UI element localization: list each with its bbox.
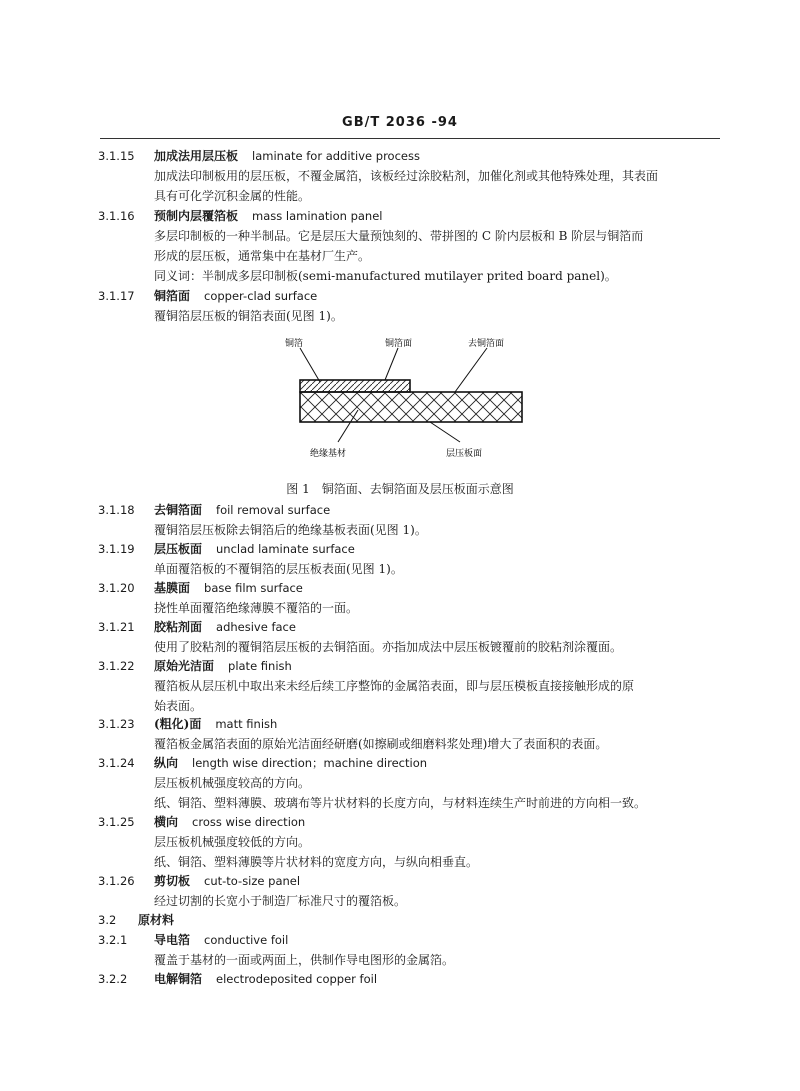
entry-number: 3.1.23	[98, 717, 135, 731]
page-header: GB/T 2036 -94	[342, 115, 458, 130]
definition-line: 具有可化学沉积金属的性能。	[154, 189, 311, 203]
entry-3-1-22	[98, 656, 728, 716]
entry-3-1-15	[98, 146, 728, 206]
entry-3-1-18	[98, 500, 728, 540]
term-cn: 预制内层覆箔板	[154, 209, 239, 223]
term-cn: 去铜箔面	[154, 503, 203, 517]
term-en: base film surface	[204, 581, 303, 595]
entry-3-1-16	[98, 206, 728, 286]
definition-line: 使用了胶粘剂的覆铜箔层压板的去铜箔面。亦指加成法中层压板镀覆前的胶粘剂涂覆面。	[154, 640, 623, 654]
definition-line: 层压板机械强度较高的方向。	[154, 776, 311, 790]
term-cn: 剪切板	[154, 874, 191, 888]
entry-3-1-26	[98, 871, 728, 911]
entry-number: 3.1.25	[98, 815, 135, 829]
term-en: cut-to-size panel	[204, 874, 301, 888]
entry-3-2-2	[98, 969, 728, 989]
entry-number: 3.1.20	[98, 581, 135, 595]
term-en: matt finish	[215, 717, 278, 731]
term-en: adhesive face	[216, 620, 296, 634]
definition-line: 覆铜箔层压板除去铜箔后的绝缘基板表面(见图 1)。	[154, 523, 427, 537]
term-cn: 胶粘剂面	[154, 620, 203, 634]
substrate-layer	[300, 392, 522, 422]
definition-line: 同义词：半制成多层印制板(semi-manufactured mutilayer prited board panel)。	[154, 269, 617, 283]
definition-line: 单面覆箔板的不覆铜箔的层压板表面(见图 1)。	[154, 562, 403, 576]
term-cn: 加成法用层压板	[154, 149, 239, 163]
definition-line: 加成法印制板用的层压板，不覆金属箔，该板经过涂胶粘剂，加催化剂或其他特殊处理，其表面	[154, 169, 659, 183]
term-en: cross wise direction	[192, 815, 306, 829]
term-en: mass lamination panel	[252, 209, 383, 223]
term-en: electrodeposited copper foil	[216, 972, 378, 986]
term-en: plate finish	[228, 659, 292, 673]
copper-foil-layer	[300, 380, 410, 392]
label-substrate: 绝缘基材	[310, 449, 347, 459]
label-copper-foil: 铜箔	[285, 339, 304, 349]
definition-line: 挠性单面覆箔绝缘薄膜不覆箔的一面。	[154, 601, 359, 615]
entry-number: 3.1.16	[98, 209, 135, 223]
entry-number: 3.1.26	[98, 874, 135, 888]
entry-3-1-24	[98, 753, 728, 813]
entry-number: 3.1.17	[98, 289, 135, 303]
definition-line: 始表面。	[154, 699, 203, 713]
label-laminate-surface: 层压板面	[446, 449, 483, 459]
entry-3-1-25	[98, 812, 728, 872]
term-cn: 纵向	[154, 756, 179, 770]
entry-number: 3.1.15	[98, 149, 135, 163]
entry-3-1-20	[98, 578, 728, 618]
term-en: copper-clad surface	[204, 289, 318, 303]
figure-1-diagram	[0, 330, 800, 490]
term-cn: 铜箔面	[154, 289, 191, 303]
term-en: unclad laminate surface	[216, 542, 355, 556]
entry-number: 3.2.1	[98, 933, 128, 947]
term-cn: 导电箔	[154, 933, 191, 947]
term-cn: (粗化)面	[154, 717, 202, 731]
figure-caption: 图 1 铜箔面、去铜箔面及层压板面示意图	[286, 482, 514, 496]
definition-line: 覆铜箔层压板的铜箔表面(见图 1)。	[154, 309, 343, 323]
definition-line: 覆箔板金属箔表面的原始光洁面经研磨(如擦刷或细磨料浆处理)增大了表面积的表面。	[154, 737, 608, 751]
term-en: foil removal surface	[216, 503, 331, 517]
term-en: laminate for additive process	[252, 149, 420, 163]
definition-line: 覆箔板从层压机中取出来未经后续工序整饰的金属箔表面，即与层压模板直接接触形成的原	[154, 679, 635, 693]
label-removed-surface: 去铜箔面	[468, 339, 505, 349]
definition-line: 覆盖于基材的一面或两面上，供制作导电图形的金属箔。	[154, 953, 455, 967]
term-cn: 层压板面	[154, 542, 203, 556]
entry-3-1-19	[98, 539, 728, 579]
section-title: 原材料	[138, 913, 175, 927]
term-en: length wise direction；machine direction	[192, 756, 428, 770]
definition-line: 纸、铜箔、塑料薄膜等片状材料的宽度方向，与纵向相垂直。	[154, 855, 479, 869]
entry-number: 3.1.19	[98, 542, 135, 556]
definition-line: 形成的层压板，通常集中在基材厂生产。	[154, 249, 371, 263]
definition-line: 层压板机械强度较低的方向。	[154, 835, 311, 849]
entry-3-1-21	[98, 617, 728, 657]
definition-line: 多层印制板的一种半制品。它是层压大量预蚀刻的、带拼图的 C 阶内层板和 B 阶层与铜箔而	[154, 229, 644, 243]
entry-3-2-1	[98, 930, 728, 970]
entry-3-1-17	[98, 286, 728, 326]
entry-number: 3.1.18	[98, 503, 135, 517]
entry-number: 3.2.2	[98, 972, 128, 986]
entry-number: 3.1.21	[98, 620, 135, 634]
definition-line: 纸、铜箔、塑料薄膜、玻璃布等片状材料的长度方向，与材料连续生产时前进的方向相一致。	[154, 796, 647, 810]
section-heading	[98, 910, 728, 930]
entry-number: 3.1.22	[98, 659, 135, 673]
entry-3-1-23	[98, 714, 728, 754]
term-cn: 原始光洁面	[154, 659, 215, 673]
term-cn: 横向	[154, 815, 179, 829]
section-number: 3.2	[98, 913, 117, 927]
definition-line: 经过切割的长宽小于制造厂标准尺寸的覆箔板。	[154, 894, 407, 908]
entry-number: 3.1.24	[98, 756, 135, 770]
term-en: conductive foil	[204, 933, 289, 947]
term-cn: 电解铜箔	[154, 972, 203, 986]
term-cn: 基膜面	[154, 581, 191, 595]
header-rule	[100, 138, 720, 139]
label-copper-surface: 铜箔面	[385, 339, 413, 349]
